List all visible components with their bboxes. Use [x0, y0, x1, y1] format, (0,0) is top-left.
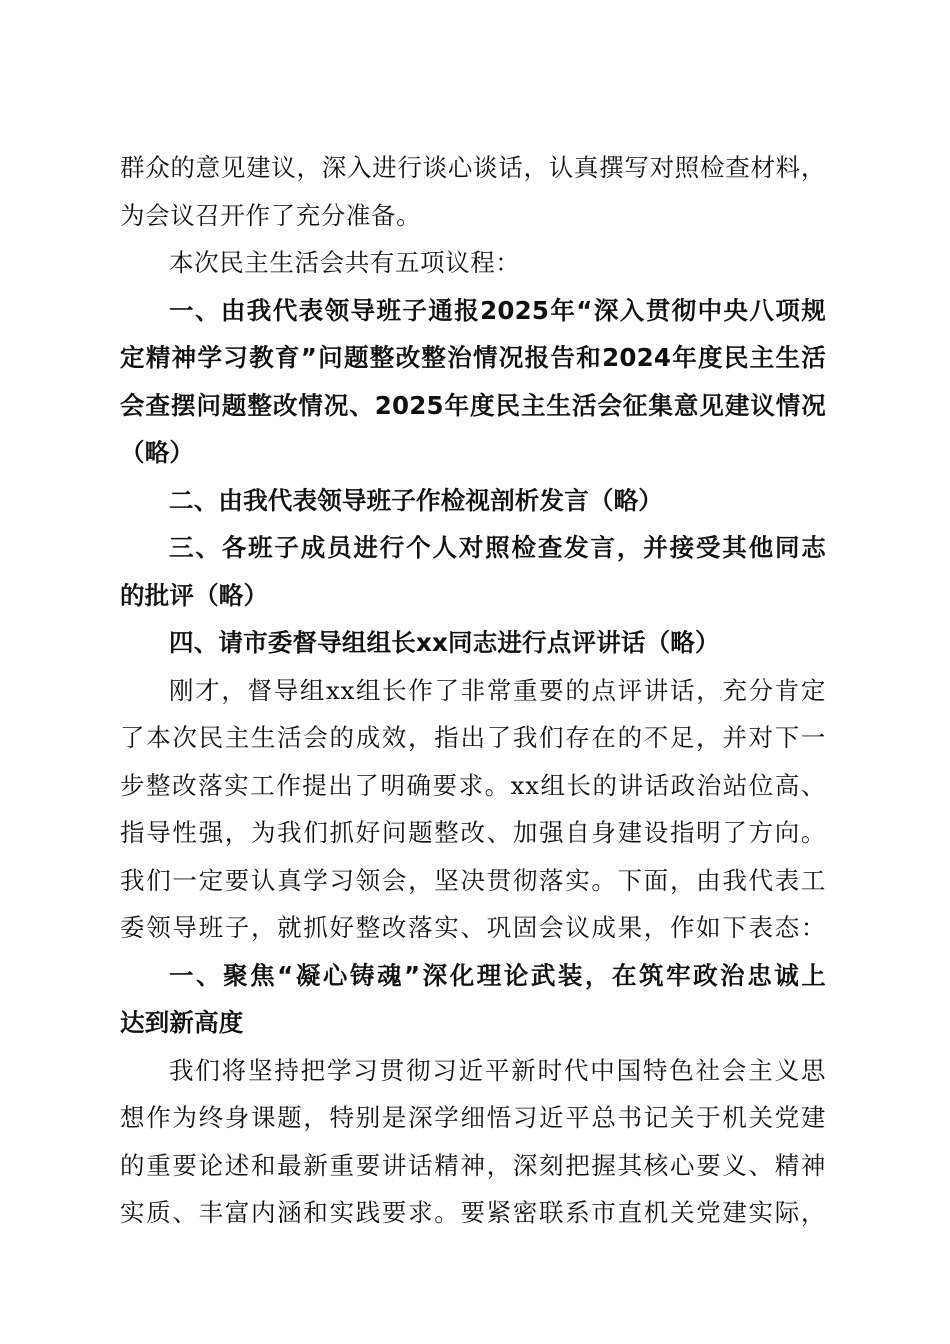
heading-line: 四、请市委督导组组长xx同志进行点评讲话（略） — [169, 628, 720, 657]
paragraph-line: 我们将坚持把学习贯彻习近平新时代中国特色社会主义思 — [169, 1055, 826, 1085]
paragraph-line: 想作为终身课题，特别是深学细悟习近平总书记关于机关党建 — [120, 1103, 826, 1132]
paragraph-line: 我们一定要认真学习领会，坚决贯彻落实。下面，由我代表工 — [120, 865, 826, 895]
heading-line: 二、由我代表领导班子作检视剖析发言（略） — [169, 485, 663, 515]
paragraph-line: 步整改落实工作提出了明确要求。xx组长的讲话政治站位高、 — [120, 770, 826, 800]
heading-line: 达到新高度 — [120, 1008, 244, 1037]
heading-line: 三、各班子成员进行个人对照检查发言，并接受其他同志 — [169, 533, 826, 562]
paragraph-line: 为会议召开作了充分准备。 — [120, 200, 422, 230]
paragraph-line: 本次民主生活会共有五项议程： — [169, 248, 521, 277]
paragraph-line: 实质、丰富内涵和实践要求。要紧密联系市直机关党建实际， — [120, 1198, 826, 1227]
paragraph-line: 的重要论述和最新重要讲话精神，深刻把握其核心要义、精神 — [120, 1150, 826, 1180]
paragraph-line: 指导性强，为我们抓好问题整改、加强自身建设指明了方向。 — [120, 818, 826, 847]
paragraph-line: 委领导班子，就抓好整改落实、巩固会议成果，作如下表态： — [120, 913, 826, 942]
heading-line: 一、聚焦“凝心铸魂”深化理论武装，在筑牢政治忠诚上 — [169, 960, 826, 990]
paragraph-line: 了本次民主生活会的成效，指出了我们存在的不足，并对下一 — [120, 723, 826, 752]
heading-line: 一、由我代表领导班子通报2025年“深入贯彻中央八项规 — [169, 295, 826, 325]
paragraph-line: 群众的意见建议，深入进行谈心谈话，认真撰写对照检查材料， — [120, 153, 826, 182]
heading-line: （略） — [120, 438, 195, 467]
paragraph-line: 刚才，督导组xx组长作了非常重要的点评讲话，充分肯定 — [169, 675, 826, 705]
document-body — [120, 144, 826, 1237]
heading-line: 的批评（略） — [120, 580, 269, 610]
heading-line: 定精神学习教育”问题整改整治情况报告和2024年度民主生活 — [120, 343, 826, 372]
heading-line: 会查摆问题整改情况、2025年度民主生活会征集意见建议情况 — [120, 390, 826, 420]
